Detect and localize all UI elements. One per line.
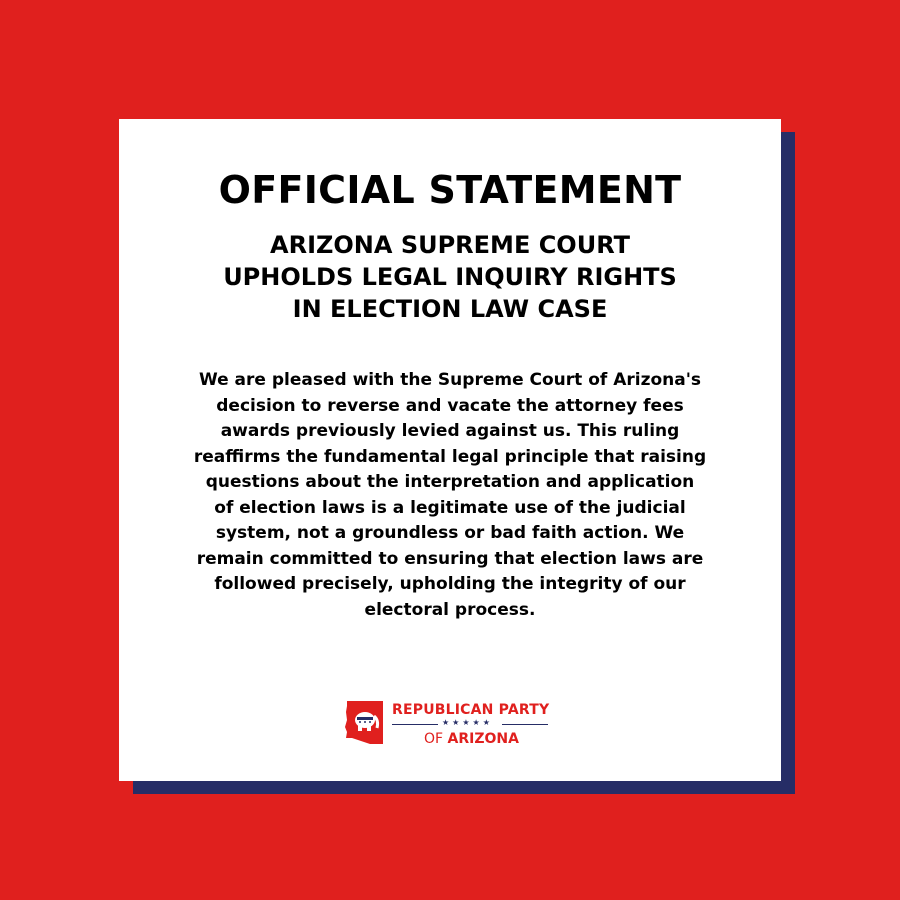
subtitle-line: IN ELECTION LAW CASE — [292, 295, 608, 323]
subtitle-line: ARIZONA SUPREME COURT — [270, 231, 630, 259]
logo-line-1: REPUBLICAN PARTY — [392, 702, 550, 718]
statement-card — [119, 119, 781, 781]
logo-line-2-prefix: OF — [424, 731, 448, 747]
logo-stars — [392, 718, 548, 729]
body-line: followed precisely, upholding the integrity of our — [214, 574, 686, 594]
body-line: We are pleased with the Supreme Court of Arizona's — [198, 370, 702, 390]
statement-body — [179, 368, 721, 623]
logo-line-2 — [424, 731, 519, 747]
statement-subtitle — [159, 229, 741, 325]
subtitle-line: UPHOLDS LEGAL INQUIRY RIGHTS — [223, 263, 677, 291]
logo-rule-right — [502, 724, 548, 725]
statement-title: OFFICIAL STATEMENT — [218, 168, 682, 212]
body-line: decision to reverse and vacate the attorney fees — [216, 395, 684, 416]
body-line: remain committed to ensuring that election laws are — [196, 548, 704, 569]
body-line: electoral process. — [364, 599, 536, 620]
body-line: of election laws is a legitimate use of the judicial — [214, 497, 686, 518]
body-line: system, not a groundless or bad faith action. We — [215, 523, 685, 543]
logo-line-2-main: ARIZONA — [447, 731, 519, 747]
body-line: reaffirms the fundamental legal principle that raising — [193, 446, 707, 467]
body-line: questions about the interpretation and application — [205, 472, 695, 492]
party-logo — [344, 698, 559, 748]
star-icons: ★★★★★ — [442, 718, 493, 727]
body-line: awards previously levied against us. This ruling — [220, 421, 680, 441]
logo-rule-left — [392, 724, 438, 725]
arizona-elephant-icon — [344, 700, 386, 746]
